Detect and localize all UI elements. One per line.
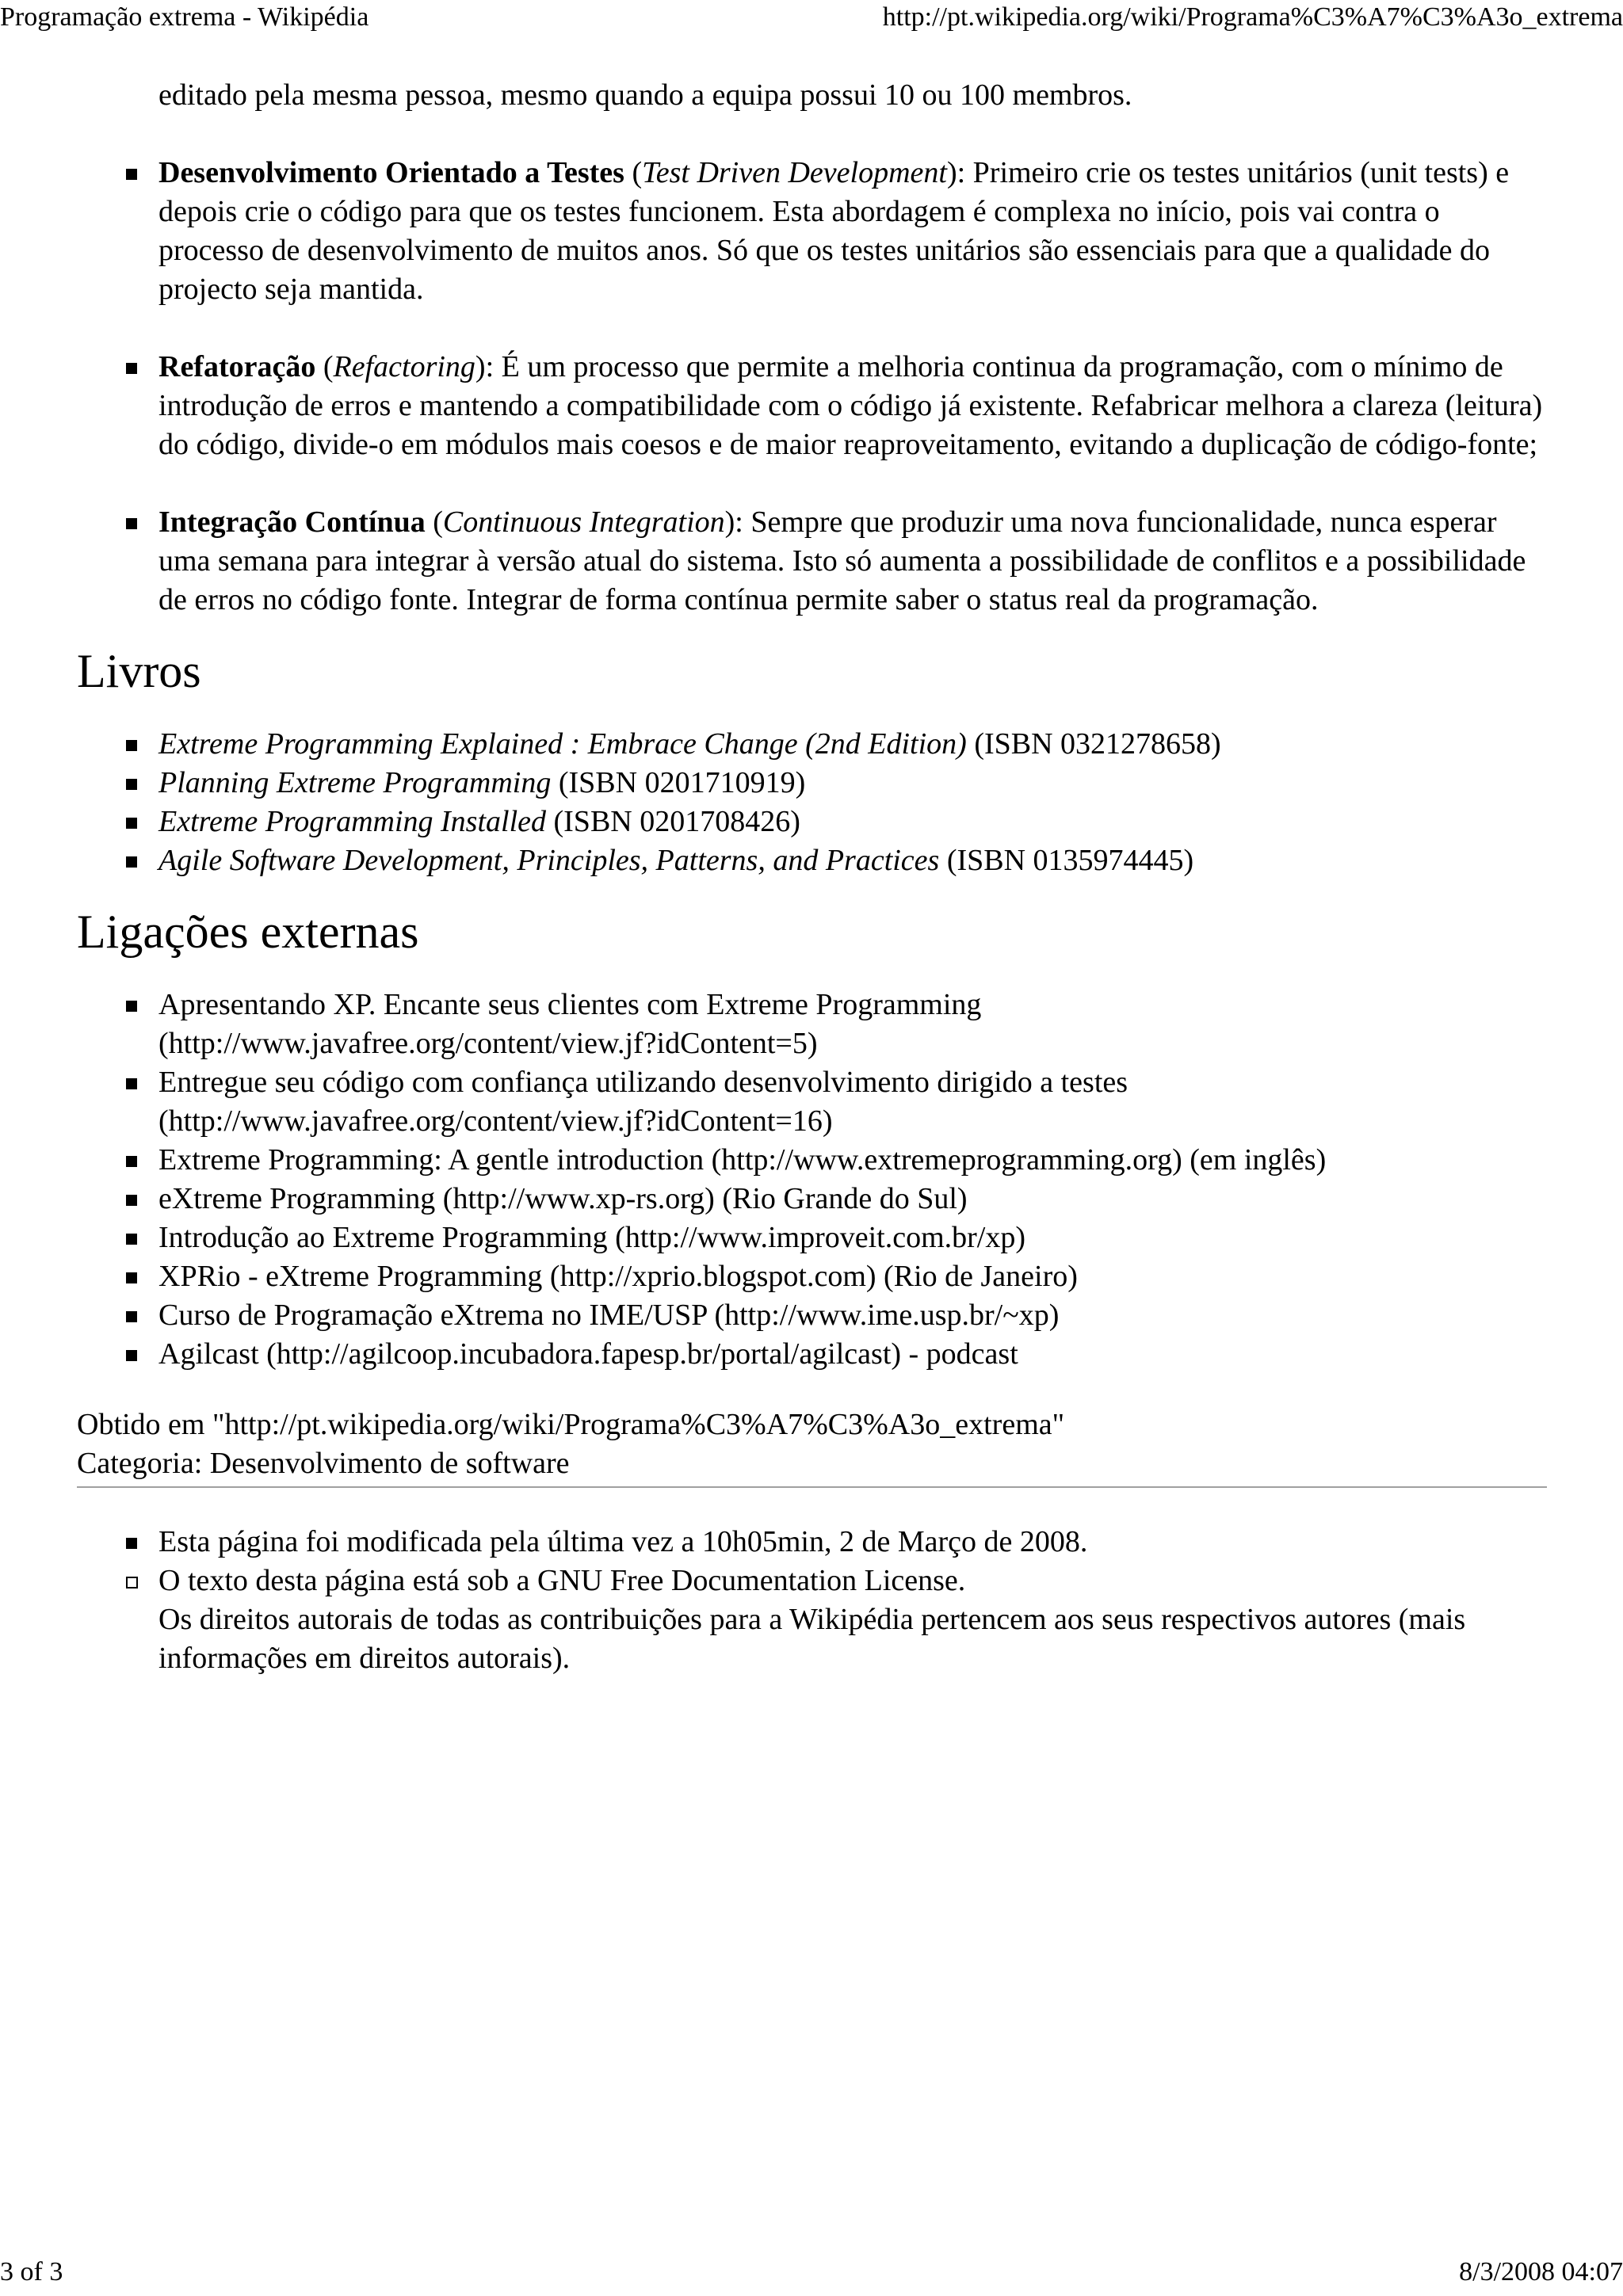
practice-text: ): É um processo que permite a melhoria continua da programação, com o mínimo de introdução de erros e mantendo a compatibilidade com o código já existente. Refabricar melhora a clareza (leitura) do código, divide-o em módulos mais coesos e de maior reaproveitamento, evitando a duplicação de código-fonte; bbox=[158, 350, 1543, 461]
list-item bbox=[158, 1180, 1547, 1219]
list-item bbox=[158, 1335, 1547, 1374]
section-heading-ligacoes: Ligações externas bbox=[77, 906, 419, 958]
external-link[interactable]: Curso de Programação eXtrema no IME/USP (http://www.ime.usp.br/~xp) bbox=[158, 1299, 1060, 1332]
list-item bbox=[158, 154, 1547, 309]
external-link[interactable]: Introdução ao Extreme Programming (http://www.improveit.com.br/xp) bbox=[158, 1221, 1026, 1254]
practices-list bbox=[77, 154, 1547, 620]
last-modified: Esta página foi modificada pela última vez a 10h05min, 2 de Março de 2008. bbox=[158, 1525, 1088, 1558]
practice-term[interactable]: Desenvolvimento Orientado a Testes bbox=[158, 156, 624, 189]
list-item bbox=[158, 725, 1547, 764]
article-content bbox=[77, 76, 1547, 1678]
print-header-title: Programação extrema - Wikipédia bbox=[0, 2, 369, 32]
external-link[interactable]: Apresentando XP. Encante seus clientes com Extreme Programming bbox=[158, 988, 982, 1021]
external-link[interactable]: Extreme Programming: A gentle introduction (http://www.extremeprogramming.org) (em inglês) bbox=[158, 1143, 1327, 1177]
page-number: 3 of 3 bbox=[0, 2257, 63, 2286]
practice-text: ): Sempre que produzir uma nova funcionalidade, nunca esperar uma semana para integrar à versão atual do sistema. Isto só aumenta a possibilidade de conflitos e a possibilidade de erros no código fonte. Integrar de forma contínua permite saber o status real da programação. bbox=[158, 505, 1526, 616]
list-item bbox=[158, 1257, 1547, 1296]
books-list bbox=[77, 725, 1547, 880]
practice-paren: ( bbox=[425, 505, 443, 539]
list-item bbox=[158, 986, 1547, 1063]
practice-english: Refactoring bbox=[333, 350, 475, 383]
print-header bbox=[0, 0, 1623, 38]
print-datetime: 8/3/2008 04:07 bbox=[1459, 2257, 1623, 2286]
list-item bbox=[158, 1219, 1547, 1257]
retrieved-from: Obtido em "http://pt.wikipedia.org/wiki/Programa%C3%A7%C3%A3o_extrema" bbox=[77, 1408, 1065, 1441]
external-link-url[interactable]: (http://www.javafree.org/content/view.jf?idContent=16) bbox=[158, 1104, 833, 1138]
footer-info-list bbox=[77, 1523, 1547, 1678]
external-link[interactable]: Agilcast (http://agilcoop.incubadora.fapesp.br/portal/agilcast) - podcast bbox=[158, 1337, 1018, 1371]
practice-english: Continuous Integration bbox=[442, 505, 725, 539]
external-link[interactable]: XPRio - eXtreme Programming (http://xprio.blogspot.com) (Rio de Janeiro) bbox=[158, 1260, 1078, 1293]
practice-term[interactable]: Refatoração bbox=[158, 350, 316, 383]
book-title[interactable]: Extreme Programming Installed bbox=[158, 805, 546, 838]
book-title[interactable]: Planning Extreme Programming bbox=[158, 766, 552, 799]
footer-divider bbox=[77, 1486, 1547, 1488]
external-links-list bbox=[77, 986, 1547, 1374]
external-link[interactable]: eXtreme Programming (http://www.xp-rs.org) (Rio Grande do Sul) bbox=[158, 1182, 968, 1215]
practice-paren: ( bbox=[315, 350, 334, 383]
section-heading-livros: Livros bbox=[77, 645, 201, 697]
print-footer bbox=[0, 2255, 1623, 2293]
external-link-url[interactable]: (http://www.javafree.org/content/view.jf?idContent=5) bbox=[158, 1027, 818, 1060]
book-title[interactable]: Extreme Programming Explained : Embrace Change (2nd Edition) bbox=[158, 727, 967, 761]
book-isbn[interactable]: (ISBN 0321278658) bbox=[966, 727, 1221, 761]
book-title[interactable]: Agile Software Development, Principles, Patterns, and Practices bbox=[158, 844, 940, 877]
practice-paren: ( bbox=[624, 156, 643, 189]
list-item bbox=[158, 348, 1547, 464]
book-isbn[interactable]: (ISBN 0135974445) bbox=[939, 844, 1194, 877]
license-notice[interactable]: O texto desta página está sob a GNU Free Documentation License. bbox=[158, 1564, 966, 1597]
list-item bbox=[158, 503, 1547, 620]
category-links[interactable]: Categoria: Desenvolvimento de software bbox=[77, 1447, 570, 1480]
list-item bbox=[158, 764, 1547, 803]
practice-term[interactable]: Integração Contínua bbox=[158, 505, 426, 539]
book-isbn[interactable]: (ISBN 0201708426) bbox=[546, 805, 800, 838]
list-item bbox=[158, 841, 1547, 880]
list-item bbox=[158, 1063, 1547, 1141]
practice-text: ): Primeiro crie os testes unitários (unit tests) e depois crie o código para que os testes funcionem. Esta abordagem é complexa no início, pois vai contra o processo de desenvolvimento de muitos anos. Só que os testes unitários são essenciais para que a qualidade do projecto seja mantida. bbox=[158, 156, 1510, 306]
intro-tail: editado pela mesma pessoa, mesmo quando a equipa possui 10 ou 100 membros. bbox=[158, 78, 1132, 112]
list-item bbox=[158, 1296, 1547, 1335]
list-item bbox=[158, 1562, 1547, 1678]
book-isbn[interactable]: (ISBN 0201710919) bbox=[551, 766, 806, 799]
print-header-url: http://pt.wikipedia.org/wiki/Programa%C3%A7%C3%A3o_extrema bbox=[882, 2, 1623, 32]
list-item bbox=[158, 1523, 1547, 1562]
list-item bbox=[158, 1141, 1547, 1180]
external-link[interactable]: Entregue seu código com confiança utilizando desenvolvimento dirigido a testes bbox=[158, 1066, 1128, 1099]
copyright-notice: Os direitos autorais de todas as contribuições para a Wikipédia pertencem aos seus respectivos autores (mais informações em direitos autorais). bbox=[158, 1603, 1466, 1675]
practice-english: Test Driven Development bbox=[642, 156, 947, 189]
list-item bbox=[158, 803, 1547, 841]
